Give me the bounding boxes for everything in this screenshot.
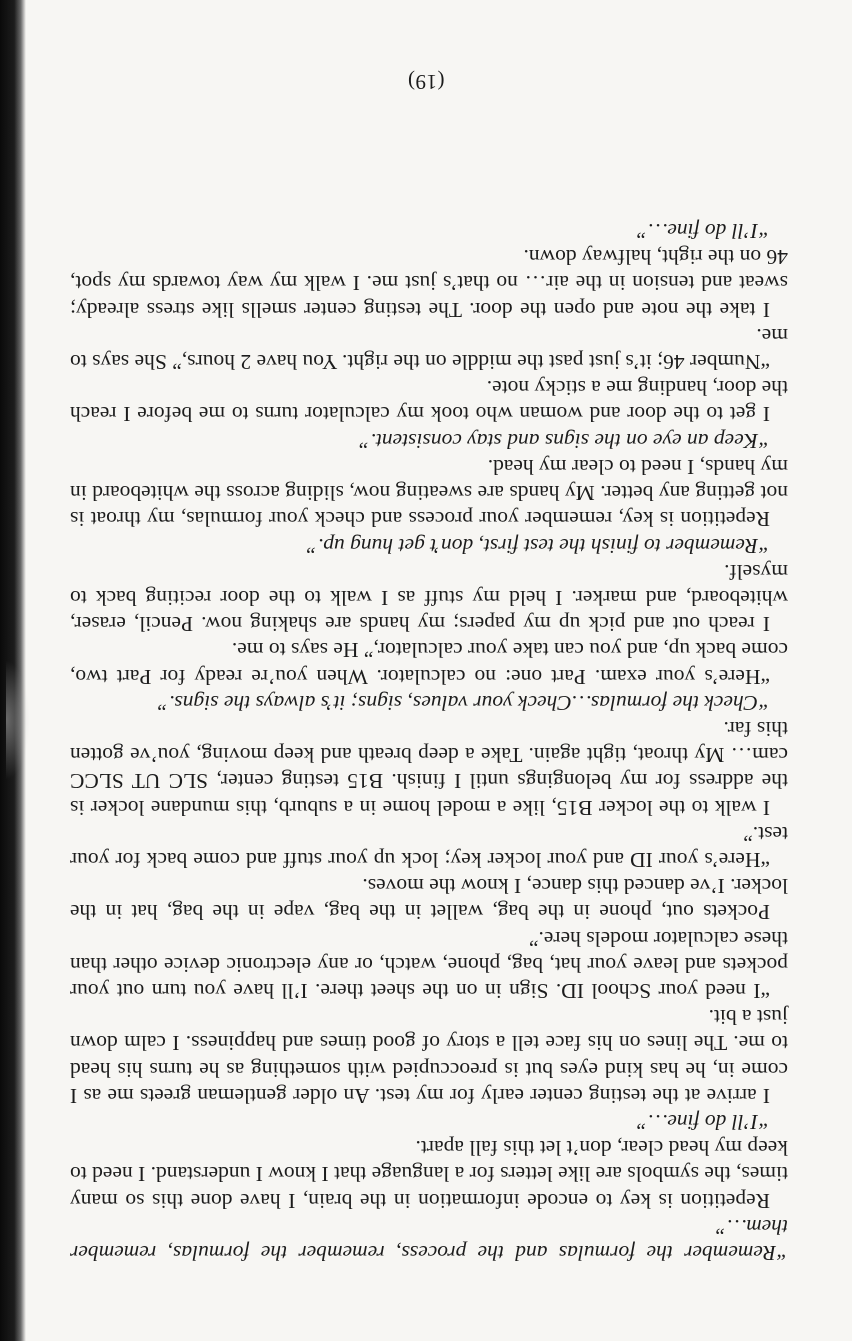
paragraph: Pockets out, phone in the bag, wallet in the bag, vape in the bag, hat in the locker. I’ve danced this dance, I know the moves. [70, 874, 788, 925]
paragraph: “I need your School ID. Sign in on the sheet there. I’ll have you turn out your pockets and leave your hat, bag, phone, watch, or any electronic device other than these calculator models here.” [70, 926, 788, 1003]
paragraph: “Here’s your ID and your locker key; lock up your stuff and come back for your test.” [70, 821, 788, 872]
paragraph: “Number 46; it’s just past the middle on the right. You have 2 hours,” She says to me. [70, 323, 788, 375]
paragraph: I get to the door and woman who took my calculator turns to me before I reach the door, handing me a sticky note. [70, 376, 788, 427]
paragraph: “I’ll do fine…” [636, 1109, 770, 1134]
page-number: (19) [407, 70, 445, 94]
paragraph: “Remember the formulas and the process, remember the formulas, remember them…” [70, 1214, 788, 1265]
paragraph: Repetition is key, remember your process and check your formulas, my throat is not getting any better. My hands are sweating now, sliding across the whiteboard in my hands, I need to clear my head. [70, 454, 788, 532]
paragraph: “Check the formulas…Check your values, signs; it’s always the signs.” [157, 690, 770, 715]
paragraph: “Remember to finish the test first, don’t get hung up.” [305, 533, 770, 558]
paragraph: Repetition is key to encode information in the brain, I have done this so many times, the symbols are like letters for a language that I know I understand. I need to keep my head clear, don’t let this fall apart. [70, 1136, 788, 1213]
body-text [70, 218, 788, 1266]
paragraph: “Keep an eye on the signs and stay consistent.” [358, 428, 770, 453]
paragraph: I arrive at the testing center early for my test. An older gentleman greets me as I come in, he has kind eyes but is preoccupied with something as he turns his head to me. The lines on his face tell a story of good times and happiness. I calm down just a bit. [70, 1005, 788, 1108]
paragraph: I take the note and open the door. The testing center smells like stress already; sweat and tension in the air… no that’s just me. I walk my way towards my spot, 46 on the right, halfway down. [70, 245, 788, 322]
paragraph: I reach out and pick up my papers; my hands are shaking now. Pencil, eraser, whiteboard, and marker. I held my stuff as I walk to the door reciting back to myself. [70, 559, 788, 637]
paragraph: I walk to the locker B15, like a model home in a suburb, this mundane locker is the address for my belongings until I finish. B15 testing center, SLC UT SLCC cam… My throat, tight again. Take a deep breath and keep moving, you’ve gotten this far. [70, 716, 788, 820]
paragraph: “I’ll do fine…” [636, 219, 770, 244]
paragraph: “Here’s your exam. Part one: no calculator. When you’re ready for Part two, come back up, and you can take your calculator,” He says to me. [70, 638, 788, 689]
